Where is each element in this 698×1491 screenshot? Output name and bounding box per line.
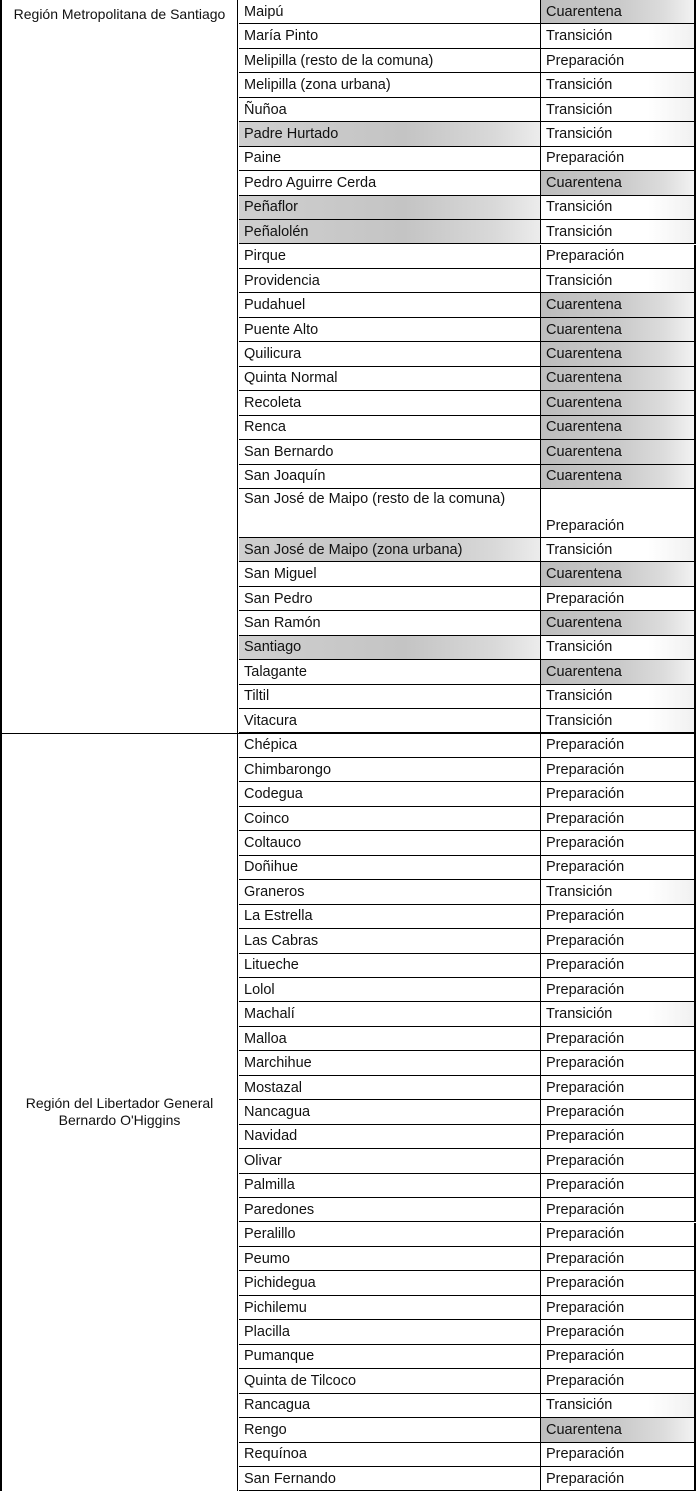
phase-cell: Cuarentena — [541, 0, 696, 23]
comuna-cell: Graneros — [239, 880, 541, 903]
table-row — [239, 1051, 696, 1075]
phase-cell: Cuarentena — [541, 562, 696, 585]
phase-cell: Preparación — [541, 1369, 696, 1392]
phase-cell: Preparación — [541, 1345, 696, 1368]
comuna-cell: Peumo — [239, 1247, 541, 1270]
region-divider — [0, 733, 696, 734]
table-row — [239, 1100, 696, 1124]
table-row — [239, 147, 696, 171]
comuna-cell: Maipú — [239, 0, 541, 23]
table-row — [239, 1198, 696, 1222]
table-row — [239, 1247, 696, 1271]
table-row — [239, 465, 696, 489]
table-row — [239, 122, 696, 146]
comuna-cell: Vitacura — [239, 709, 541, 732]
phase-cell: Preparación — [541, 1051, 696, 1074]
table-row — [239, 1223, 696, 1247]
phase-cell: Preparación — [541, 1443, 696, 1466]
table-row — [239, 1418, 696, 1442]
comuna-cell: Quinta de Tilcoco — [239, 1369, 541, 1392]
phase-cell: Preparación — [541, 1247, 696, 1270]
comuna-cell: Pirque — [239, 245, 541, 268]
comuna-cell: Navidad — [239, 1125, 541, 1148]
phase-cell: Preparación — [541, 1125, 696, 1148]
comuna-cell: Las Cabras — [239, 929, 541, 952]
phase-cell: Transición — [541, 122, 696, 145]
phase-cell: Preparación — [541, 758, 696, 781]
comuna-cell: Pichidegua — [239, 1271, 541, 1294]
table-row — [239, 1174, 696, 1198]
phase-cell: Transición — [541, 538, 696, 561]
region-cell — [0, 0, 238, 734]
comuna-cell: Melipilla (zona urbana) — [239, 73, 541, 96]
phase-cell: Preparación — [541, 587, 696, 610]
table-row — [239, 1027, 696, 1051]
phase-cell: Transición — [541, 685, 696, 708]
phase-cell: Preparación — [541, 1198, 696, 1221]
table-row — [239, 1467, 696, 1491]
phase-cell: Preparación — [541, 1223, 696, 1246]
region-name: Región Metropolitana de Santiago — [10, 6, 230, 734]
table-row — [239, 856, 696, 880]
comuna-cell: Providencia — [239, 269, 541, 292]
table-row — [239, 807, 696, 831]
phase-cell: Preparación — [541, 1174, 696, 1197]
phase-cell: Cuarentena — [541, 293, 696, 316]
comuna-cell: San Miguel — [239, 562, 541, 585]
table-row — [239, 978, 696, 1002]
comuna-cell: Tiltil — [239, 685, 541, 708]
comuna-cell: Pichilemu — [239, 1296, 541, 1319]
table-row — [239, 929, 696, 953]
table-row — [239, 758, 696, 782]
comuna-cell: San José de Maipo (zona urbana) — [239, 538, 541, 561]
table-row — [239, 24, 696, 48]
phase-cell: Cuarentena — [541, 416, 696, 439]
table-row — [239, 1076, 696, 1100]
comuna-cell: Peñaflor — [239, 196, 541, 219]
comuna-cell: Peñalolén — [239, 220, 541, 243]
table-row — [239, 1394, 696, 1418]
table-row — [239, 73, 696, 97]
comuna-cell: San Joaquín — [239, 465, 541, 488]
comuna-cell: Placilla — [239, 1320, 541, 1343]
phase-cell: Preparación — [541, 831, 696, 854]
comuna-cell: Quilicura — [239, 342, 541, 365]
table-row — [239, 782, 696, 806]
phase-cell: Transición — [541, 196, 696, 219]
phase-cell: Cuarentena — [541, 1418, 696, 1441]
phase-cell: Transición — [541, 880, 696, 903]
comuna-cell: Pedro Aguirre Cerda — [239, 171, 541, 194]
comuna-cell: Lolol — [239, 978, 541, 1001]
table-row — [239, 1125, 696, 1149]
table-row — [239, 1369, 696, 1393]
comuna-cell: Peralillo — [239, 1223, 541, 1246]
phase-cell: Preparación — [541, 929, 696, 952]
comuna-cell: Melipilla (resto de la comuna) — [239, 49, 541, 72]
phase-cell: Preparación — [541, 734, 696, 757]
table-row — [239, 440, 696, 464]
comuna-cell: Talagante — [239, 660, 541, 683]
phase-cell: Preparación — [541, 954, 696, 977]
table-row — [239, 1149, 696, 1173]
table-row — [239, 49, 696, 73]
phase-cell: Preparación — [541, 1320, 696, 1343]
phase-cell: Preparación — [541, 1027, 696, 1050]
phase-cell: Cuarentena — [541, 440, 696, 463]
table-row — [239, 220, 696, 244]
comuna-cell: La Estrella — [239, 905, 541, 928]
phase-cell: Preparación — [541, 1149, 696, 1172]
table-row — [239, 734, 696, 758]
comuna-cell: Chimbarongo — [239, 758, 541, 781]
phase-cell: Transición — [541, 1002, 696, 1025]
phase-cell: Transición — [541, 269, 696, 292]
comuna-cell: Rancagua — [239, 1394, 541, 1417]
phase-cell: Transición — [541, 24, 696, 47]
phase-cell: Preparación — [541, 245, 696, 268]
table-row — [239, 98, 696, 122]
phase-cell: Transición — [541, 636, 696, 659]
comuna-cell: San Fernando — [239, 1467, 541, 1490]
phase-cell: Cuarentena — [541, 318, 696, 341]
comuna-cell: San Ramón — [239, 611, 541, 634]
comuna-cell: Quinta Normal — [239, 367, 541, 390]
comuna-cell: María Pinto — [239, 24, 541, 47]
phase-cell: Cuarentena — [541, 660, 696, 683]
table-row — [239, 1002, 696, 1026]
table-row — [239, 905, 696, 929]
comuna-cell: Marchihue — [239, 1051, 541, 1074]
table-row — [239, 685, 696, 709]
phase-cell: Preparación — [541, 1076, 696, 1099]
table-row — [239, 636, 696, 660]
comuna-cell: Doñihue — [239, 856, 541, 879]
comuna-cell: Paine — [239, 147, 541, 170]
table-row — [239, 709, 696, 733]
comuna-cell: San Bernardo — [239, 440, 541, 463]
comuna-cell: Rengo — [239, 1418, 541, 1441]
table-row — [239, 1443, 696, 1467]
phase-cell: Preparación — [541, 856, 696, 879]
comuna-cell: Pudahuel — [239, 293, 541, 316]
table-row — [239, 562, 696, 586]
table-row — [239, 587, 696, 611]
phase-cell: Transición — [541, 98, 696, 121]
phase-cell: Transición — [541, 220, 696, 243]
table-row — [239, 245, 696, 269]
comuna-cell: Coltauco — [239, 831, 541, 854]
phase-cell: Cuarentena — [541, 391, 696, 414]
phase-cell: Cuarentena — [541, 611, 696, 634]
phase-cell: Preparación — [541, 1296, 696, 1319]
table-row — [239, 954, 696, 978]
table-row — [239, 538, 696, 562]
phase-cell: Preparación — [541, 807, 696, 830]
comuna-cell: Olivar — [239, 1149, 541, 1172]
phase-cell: Cuarentena — [541, 342, 696, 365]
table-row — [239, 489, 696, 538]
table-row — [239, 318, 696, 342]
table-row — [239, 171, 696, 195]
phase-cell: Preparación — [541, 1100, 696, 1123]
table-row — [239, 831, 696, 855]
phase-cell: Preparación — [541, 1271, 696, 1294]
table-row — [239, 1345, 696, 1369]
phase-cell: Preparación — [541, 147, 696, 170]
comuna-cell: Mostazal — [239, 1076, 541, 1099]
table-row — [239, 269, 696, 293]
comuna-cell: Ñuñoa — [239, 98, 541, 121]
table-row — [239, 196, 696, 220]
comuna-cell: Litueche — [239, 954, 541, 977]
table-row — [239, 367, 696, 391]
phase-cell: Transición — [541, 73, 696, 96]
phase-cell: Preparación — [541, 978, 696, 1001]
phase-cell: Preparación — [541, 905, 696, 928]
phase-cell: Cuarentena — [541, 367, 696, 390]
phase-cell: Preparación — [541, 49, 696, 72]
phase-cell: Cuarentena — [541, 171, 696, 194]
table-row — [239, 1271, 696, 1295]
comuna-cell: Palmilla — [239, 1174, 541, 1197]
comuna-cell: Nancagua — [239, 1100, 541, 1123]
comuna-cell: Malloa — [239, 1027, 541, 1050]
table-row — [239, 342, 696, 366]
comuna-cell: Padre Hurtado — [239, 122, 541, 145]
phase-cell: Preparación — [541, 489, 696, 537]
region-cell — [0, 734, 238, 1491]
table-row — [239, 293, 696, 317]
phase-cell: Transición — [541, 709, 696, 732]
comuna-cell: Coinco — [239, 807, 541, 830]
table-row — [239, 416, 696, 440]
phase-cell: Preparación — [541, 782, 696, 805]
comuna-cell: Puente Alto — [239, 318, 541, 341]
comuna-cell: Renca — [239, 416, 541, 439]
comuna-cell: San José de Maipo (resto de la comuna) — [239, 489, 541, 537]
comuna-cell: Chépica — [239, 734, 541, 757]
table-row — [239, 660, 696, 684]
comuna-cell: Requínoa — [239, 1443, 541, 1466]
region-name: Región del Libertador General Bernardo O'Higgins — [10, 1095, 230, 1491]
comuna-cell: Santiago — [239, 636, 541, 659]
comuna-cell: San Pedro — [239, 587, 541, 610]
table-row — [239, 1320, 696, 1344]
table-row — [239, 391, 696, 415]
phase-cell: Transición — [541, 1394, 696, 1417]
phase-cell: Cuarentena — [541, 465, 696, 488]
table-row — [239, 0, 696, 24]
comuna-cell: Machalí — [239, 1002, 541, 1025]
table-row — [239, 611, 696, 635]
comuna-cell: Recoleta — [239, 391, 541, 414]
comuna-cell: Paredones — [239, 1198, 541, 1221]
phase-cell: Preparación — [541, 1467, 696, 1490]
table-row — [239, 1296, 696, 1320]
table-row — [239, 880, 696, 904]
comuna-cell: Codegua — [239, 782, 541, 805]
comuna-cell: Pumanque — [239, 1345, 541, 1368]
